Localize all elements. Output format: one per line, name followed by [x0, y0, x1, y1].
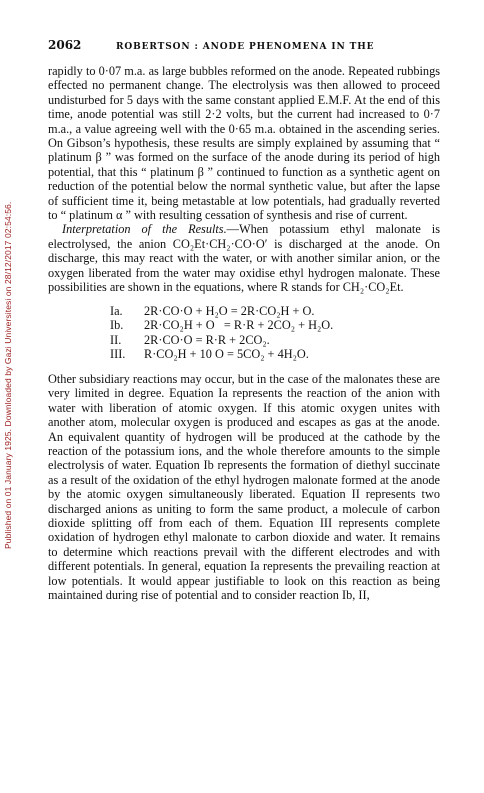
- equation: [110, 347, 440, 362]
- section-run-in-title: Interpretation of the Results.: [62, 222, 227, 237]
- equation: [110, 333, 440, 348]
- equation-label: Ia.: [110, 303, 123, 318]
- equation-label: III.: [110, 347, 126, 362]
- download-watermark: Published on 01 January 1925. Downloaded by Gazi Universitesi on 28/12/2017 02:54:56.: [3, 201, 13, 549]
- page-number: 2062: [48, 38, 82, 52]
- equation: [110, 304, 440, 319]
- equation-label: Ib.: [110, 318, 124, 333]
- equation-label: II.: [110, 332, 122, 347]
- equation-expression: 2R·CO₂H + O = R·R + 2CO₂ + H₂O.: [144, 318, 334, 333]
- paragraph-text: —When potassium ethyl malonate is electrolysed, the anion CO₂Et·CH₂·CO·O′ is discharged at the anode. On discharge, this may react with the water, or with another similar anion, or the oxygen liberated from the water may oxidise ethyl hydrogen malonate. These possibilities are shown in the equations, where R stands for CH₂·CO₂Et.: [48, 222, 440, 295]
- equation-expression: R·CO₂H + 10 O = 5CO₂ + 4H₂O.: [144, 347, 309, 362]
- running-head: ROBERTSON : ANODE PHENOMENA IN THE: [116, 42, 375, 52]
- page-header: [48, 38, 440, 52]
- equation-block: [110, 304, 440, 362]
- equation-expression: 2R·CO·O + H₂O = 2R·CO₂H + O.: [144, 303, 315, 318]
- paragraph: Other subsidiary reactions may occur, but in the case of the malonates these are very limited in degree. Equation Ia represents the reaction of the anion with water with liberation of atomic oxygen. If this atomic oxygen unites with another atom, molecular oxygen is produced and escapes as gas at the anode. An equivalent quantity of hydrogen will be produced at the cathode by the reaction of the potassium ions, and the whole therefore amounts to the simple electrolysis of water. Equation Ib represents the formation of diethyl succinate as a result of the oxidation of the ethyl hydrogen malonate formed at the anode by the atomic oxygen simultaneously liberated. Equation II represents two discharged anions as uniting to form the same product, a molecule of carbon dioxide splitting off from each of them. Equation III represents complete oxidation of hydrogen ethyl malonate to carbon dioxide and water. It remains to determine which reactions prevail with the different electrodes and with different potentials. In general, equation Ia represents the prevailing reaction at low potentials. It would appear justifiable to look on this reaction as being maintained during rise of potential and to consider reaction Ib, II,: [48, 371, 440, 602]
- paragraph-interpretation: [48, 222, 440, 294]
- paragraph: rapidly to 0·07 m.a. as large bubbles reformed on the anode. Repeated rubbings effected no permanent change. The electrolysis was then allowed to proceed undisturbed for 5 days with the same constant applied E.M.F. At the end of this time, anode potential was still 2·2 volts, but the current had increased to 0·7 m.a., a value agreeing well with the 0·65 m.a. obtained in the ascending series. On Gibson’s hypothesis, these results are simply explained by assuming that “ platinum β ” was formed on the surface of the anode during its period of high potential, that this “ platinum β ” continued to function as a synthetic agent on reduction of the potential below the normal synthetic value, but after the lapse of sufficient time it, being metastable at low potentials, had gradually reverted to “ platinum α ” with resulting cessation of synthesis and rise of current.: [48, 64, 440, 223]
- equation: [110, 318, 440, 333]
- article-body: [48, 64, 440, 602]
- equation-expression: 2R·CO·O = R·R + 2CO₂.: [144, 332, 270, 347]
